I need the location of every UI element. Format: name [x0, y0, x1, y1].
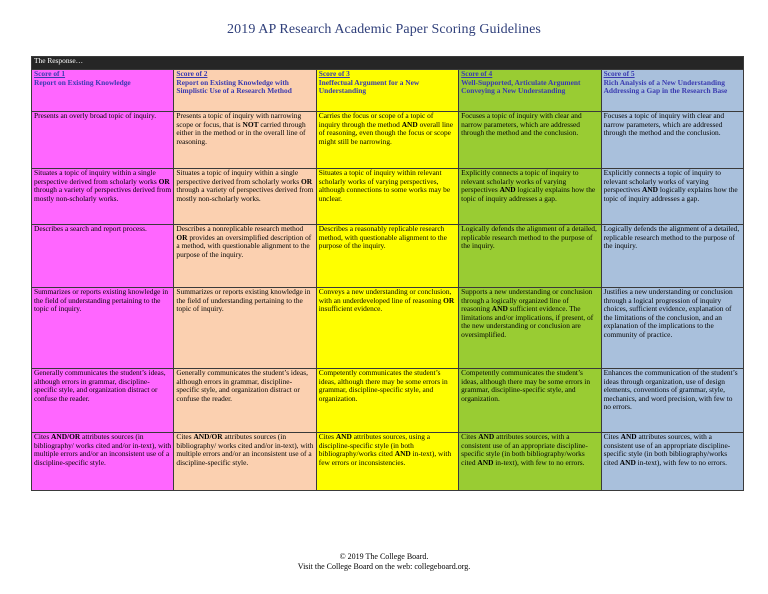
rubric-cell: Describes a search and report process. [32, 225, 174, 288]
rubric-cell: Justifies a new understanding or conclusion through a logical progression of inquiry choices, sufficient evidence, explanation of the limitations of the conclusion, and an explanation of the implications to the community of practice. [601, 288, 743, 369]
scoring-rubric-table [31, 56, 744, 491]
rubric-cell: Presents a topic of inquiry with narrowing scope or focus, that is NOT carried through either in the method or in the overall line of reasoning. [174, 112, 316, 169]
table-row [32, 225, 744, 288]
rubric-cell: Enhances the communication of the student’s ideas through organization, use of design elements, conventions of grammar, style, mechanics, and word precision, with few to no errors. [601, 369, 743, 433]
rubric-cell: Cites AND/OR attributes sources (in bibliography/ works cited and/or in-text), with multiple errors and/or an inconsistent use of a discipline-specific style. [174, 433, 316, 491]
score-title: Report on Existing Knowledge [34, 77, 131, 87]
rubric-cell: Focuses a topic of inquiry with clear and narrow parameters, which are addressed through the method and the conclusion. [601, 112, 743, 169]
rubric-cell: Presents an overly broad topic of inquiry. [32, 112, 174, 169]
rubric-cell: Summarizes or reports existing knowledge in the field of understanding pertaining to the topic of inquiry. [32, 288, 174, 369]
score-title: Ineffectual Argument for a New Understanding [318, 77, 420, 96]
rubric-cell: Competently communicates the student’s ideas, although there may be some errors in grammar, discipline-specific style, and organization. [459, 369, 601, 433]
table-row [32, 112, 744, 169]
rubric-cell: Carries the focus or scope of a topic of inquiry through the method AND overall line of reasoning, even though the focus or scope might still be narrowing. [316, 112, 458, 169]
column-header-score-3 [316, 70, 458, 112]
page-footer [0, 552, 768, 572]
rubric-cell: Describes a reasonably replicable research method, with questionable alignment to the purpose of the inquiry. [316, 225, 458, 288]
column-header-score-2 [174, 70, 316, 112]
rubric-cell: Conveys a new understanding or conclusion, with an underdeveloped line of reasoning OR insufficient evidence. [316, 288, 458, 369]
score-label[interactable]: Score of 2 [176, 69, 208, 78]
rubric-cell: Focuses a topic of inquiry with clear and narrow parameters, which are addressed through the method and the conclusion. [459, 112, 601, 169]
website-text: Visit the College Board on the web: collegeboard.org. [297, 562, 471, 571]
rubric-cell: Summarizes or reports existing knowledge in the field of understanding pertaining to the topic of inquiry. [174, 288, 316, 369]
section-banner: The Response… [32, 57, 744, 70]
table-row [32, 288, 744, 369]
copyright-text: © 2019 The College Board. [339, 552, 429, 561]
score-label[interactable]: Score of 3 [318, 69, 350, 78]
rubric-cell: Cites AND attributes sources, with a consistent use of an appropriate discipline-specific style (in both bibliography/works cited AND in-text), with few to no errors. [459, 433, 601, 491]
score-label[interactable]: Score of 5 [603, 69, 635, 78]
rubric-cell: Cites AND attributes sources, using a discipline-specific style (in both bibliography/works cited AND in-text), with few errors or inconsistencies. [316, 433, 458, 491]
rubric-cell: Explicitly connects a topic of inquiry to relevant scholarly works of varying perspectives AND logically explains how the topic of inquiry addresses a gap. [601, 169, 743, 225]
column-header-score-5 [601, 70, 743, 112]
rubric-cell: Cites AND attributes sources, with a consistent use of an appropriate discipline-specific style (in both bibliography/works cited AND in-text), with few to no errors. [601, 433, 743, 491]
score-title: Well-Supported, Articulate Argument Conveying a New Understanding [461, 77, 581, 96]
rubric-cell: Supports a new understanding or conclusion through a logically organized line of reasoning AND sufficient evidence. The limitations and/or implications, if present, of the new understanding or conclusion are oversimplified. [459, 288, 601, 369]
score-label[interactable]: Score of 1 [34, 69, 66, 78]
rubric-cell: Describes a nonreplicable research method OR provides an oversimplified description of a method, with questionable alignment to the purpose of the inquiry. [174, 225, 316, 288]
rubric-cell: Cites AND/OR attributes sources (in bibliography/ works cited and/or in-text), with multiple errors and/or an inconsistent use of a discipline-specific style. [32, 433, 174, 491]
rubric-cell: Situates a topic of inquiry within a single perspective derived from scholarly works OR through a variety of perspectives derived from mostly non-scholarly works. [174, 169, 316, 225]
rubric-cell: Logically defends the alignment of a detailed, replicable research method to the purpose of the inquiry. [459, 225, 601, 288]
rubric-cell: Situates a topic of inquiry within relevant scholarly works of varying perspectives, although connections to some works may be unclear. [316, 169, 458, 225]
page-title: 2019 AP Research Academic Paper Scoring Guidelines [227, 22, 541, 37]
rubric-cell: Situates a topic of inquiry within a single perspective derived from scholarly works OR through a variety of perspectives derived from mostly non-scholarly works. [32, 169, 174, 225]
score-title: Rich Analysis of a New Understanding Addressing a Gap in the Research Base [603, 77, 728, 96]
column-header-score-4 [459, 70, 601, 112]
rubric-cell: Logically defends the alignment of a detailed, replicable research method to the purpose of the inquiry. [601, 225, 743, 288]
table-row [32, 169, 744, 225]
table-row [32, 433, 744, 491]
score-title: Report on Existing Knowledge with Simplistic Use of a Research Method [176, 77, 292, 96]
table-row [32, 369, 744, 433]
rubric-cell: Generally communicates the student’s ideas, although errors in grammar, discipline-specific style, and organization distract or confuse the reader. [174, 369, 316, 433]
rubric-cell: Generally communicates the student’s ideas, although errors in grammar, discipline-specific style, and organization distract or confuse the reader. [32, 369, 174, 433]
rubric-cell: Explicitly connects a topic of inquiry to relevant scholarly works of varying perspectives AND logically explains how the topic of inquiry addresses a gap. [459, 169, 601, 225]
column-header-score-1 [32, 70, 174, 112]
rubric-cell: Competently communicates the student’s ideas, although there may be some errors in grammar, discipline-specific style, and organization. [316, 369, 458, 433]
score-label[interactable]: Score of 4 [461, 69, 493, 78]
